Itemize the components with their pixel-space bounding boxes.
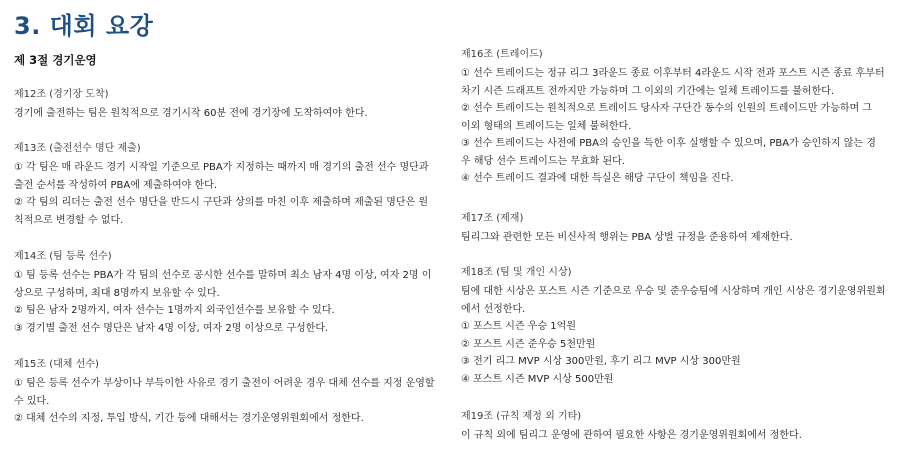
article-text: ② 각 팀의 리더는 출전 선수 명단을 반드시 구단과 상의를 마친 이후 제출하며 제출된 명단은 원: [14, 197, 429, 208]
article-title: 제15조 (대체 선수): [14, 359, 99, 370]
article-text: 수 있다.: [14, 395, 50, 407]
article-12: [14, 86, 444, 123]
article-title: 제17조 (제재): [461, 213, 524, 224]
article-text: ③ 전기 리그 MVP 시상 300만원, 후기 리그 MVP 시상 300만원: [461, 356, 741, 367]
article-text: 우 해당 선수 트레이드는 무효화 된다.: [461, 155, 625, 167]
article-15: [14, 356, 444, 428]
article-text: 이 규칙 외에 팀리그 운영에 관하여 필요한 사항은 경기운영위원회에서 정한다.: [461, 430, 802, 441]
chapter-heading: 제 3절 경기운영: [14, 53, 97, 67]
article-14: [14, 248, 444, 337]
article-18: [461, 264, 891, 388]
article-text: 팀리그와 관련한 모든 비신사적 행위는 PBA 상벌 규정을 준용하여 제재한다.: [461, 232, 793, 243]
article-title: 제13조 (출전선수 명단 제출): [14, 143, 141, 154]
article-text: ① 팀 등록 선수는 PBA가 각 팀의 선수로 공시한 선수를 말하며 최소 남자 4명 이상, 여자 2명 이: [14, 270, 432, 281]
article-title: 제18조 (팀 및 개인 시상): [461, 267, 572, 278]
article-text: ② 팀은 남자 2명까지, 여자 선수는 1명까지 외국인선수를 보유할 수 있다.: [14, 305, 335, 316]
article-title: 제12조 (경기장 도착): [14, 89, 109, 100]
article-text: ③ 경기별 출전 선수 명단은 남자 4명 이상, 여자 2명 이상으로 구성한다.: [14, 322, 329, 334]
article-text: ② 대체 선수의 지정, 투입 방식, 기간 등에 대해서는 경기운영위원회에서 정한다.: [14, 413, 364, 424]
article-title: 제16조 (트레이드): [461, 49, 543, 60]
article-text: 상으로 구성하며, 최대 8명까지 보유할 수 있다.: [14, 287, 220, 299]
page-title: 3. 대회 요강: [14, 12, 154, 40]
article-19: [461, 408, 891, 445]
article-text: 팀에 대한 시상은 포스트 시즌 기준으로 우승 및 준우승팀에 시상하며 개인 시상은 경기운영위원회: [461, 286, 886, 297]
article-16: [461, 46, 891, 188]
article-title: 제14조 (팀 등록 선수): [14, 251, 112, 262]
article-13: [14, 140, 444, 229]
article-text: ① 팀은 등록 선수가 부상이나 부득이한 사유로 경기 출전이 어려운 경우 대체 선수를 지정 운영할: [14, 378, 435, 389]
article-text: 경기에 출전하는 팀은 원칙적으로 경기시작 60분 전에 경기장에 도착하여야 한다.: [14, 108, 368, 119]
article-text: ① 포스트 시즌 우승 1억원: [461, 321, 576, 332]
article-text: 칙적으로 변경할 수 없다.: [14, 214, 124, 226]
article-text: ③ 선수 트레이드는 사전에 PBA의 승인을 득한 이후 실행할 수 있으며, PBA가 승인하지 않는 경: [461, 138, 876, 149]
article-title: 제19조 (규칙 제정 외 기타): [461, 411, 582, 422]
article-text: ① 선수 트레이드는 정규 리그 3라운드 종료 이후부터 4라운드 시작 전과 포스트 시즌 종료 후부터: [461, 68, 885, 79]
article-text: ② 선수 트레이드는 원칙적으로 트레이드 당사자 구단간 동수의 인원의 트레이드만 가능하며 그: [461, 103, 873, 114]
article-text: 출전 순서를 작성하여 PBA에 제출하여야 한다.: [14, 179, 218, 191]
article-text: ② 포스트 시즌 준우승 5천만원: [461, 338, 596, 350]
article-text: ④ 포스트 시즌 MVP 시상 500만원: [461, 373, 614, 385]
article-text: 이외 형태의 트레이드는 일체 불허한다.: [461, 120, 632, 132]
article-text: ④ 선수 트레이드 결과에 대한 득실은 해당 구단이 책임을 진다.: [461, 173, 734, 184]
article-text: 에서 선정한다.: [461, 303, 526, 315]
article-17: [461, 210, 891, 247]
article-text: 차기 시즌 드래프트 전까지만 가능하며 그 이외의 기간에는 일체 트레이드를 불허한다.: [461, 85, 835, 97]
article-text: ① 각 팀은 매 라운드 경기 시작일 기준으로 PBA가 지정하는 때까지 매 경기의 출전 선수 명단과: [14, 162, 429, 173]
